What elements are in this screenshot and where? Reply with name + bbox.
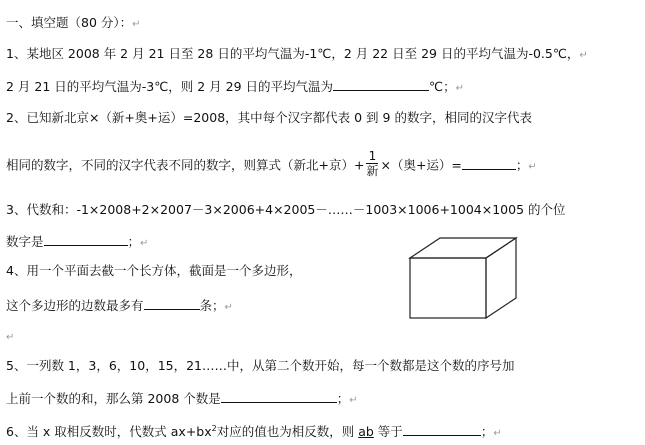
q2-line1: 2、已知新北京×（新+奥+运）=2008，其中每个汉字都代表 0 到 9 的数字，相同的汉字代表 [6,110,532,125]
answer-blank[interactable] [144,297,200,310]
q6-line: 6、当 x 取相反数时，代数式 $ax+bx^2$对应的值也为相反数，则 ab 等于 ；↵ [6,424,502,440]
paragraph-mark-icon: ↵ [132,19,141,30]
cuboid-figure [408,236,520,320]
cube-front-face [410,258,486,318]
cube-side-face [486,238,516,318]
paragraph-mark-icon: ↵ [528,161,537,173]
q5-line1: 5、一列数 1，3，6，10，15，21……中，从第二个数开始，每一个数都是这个数的序号加 [6,358,515,373]
answer-blank[interactable] [462,157,516,170]
paragraph-mark-icon: ↵ [224,302,233,313]
paragraph-mark-icon: ↵ [349,395,358,406]
paragraph-mark-icon: ↵ [140,238,149,249]
section-title: 一、填空题（80 分）：↵ [6,15,141,30]
q2-line2: 相同的数字，不同的汉字代表不同的数字，则算式（新北+京）+ $\frac{1}{\text{新}}$ ×（奥+运）= ；↵ [6,149,537,178]
answer-blank[interactable] [221,390,337,403]
q1-line1: 1、某地区 2008 年 2 月 21 日至 28 日的平均气温为-1℃，2 月 22 日至 29 日的平均气温为-0.5℃，↵ [6,46,588,61]
q4-line2: 这个多边形的边数最多有 条；↵ [6,298,233,313]
paragraph-mark-icon: ↵ [579,50,588,61]
answer-blank[interactable] [333,78,429,91]
empty-paragraph [6,328,14,346]
q1-line2: 2 月 21 日的平均气温为-3℃，则 2 月 29 日的平均气温为 ℃；↵ [6,79,464,94]
paragraph-mark-icon: ↵ [493,428,502,440]
q4-line1: 4、用一个平面去截一个长方体，截面是一个多边形， [6,263,302,278]
paragraph-mark-icon: ↵ [6,332,15,343]
q5-line2: 上前一个数的和，那么第 2008 个数是 ；↵ [6,391,358,406]
fraction: $\frac{1}{\text{新}}$ [366,149,379,178]
q3-line2: 数字是 ；↵ [6,234,149,249]
paragraph-mark-icon: ↵ [455,83,464,94]
q3-line1: 3、代数和：-1×2008+2×2007－3×2006+4×2005－……－1003×1006+1004×1005 的个位 [6,202,566,217]
answer-blank[interactable] [44,233,128,246]
answer-blank[interactable] [403,423,481,436]
